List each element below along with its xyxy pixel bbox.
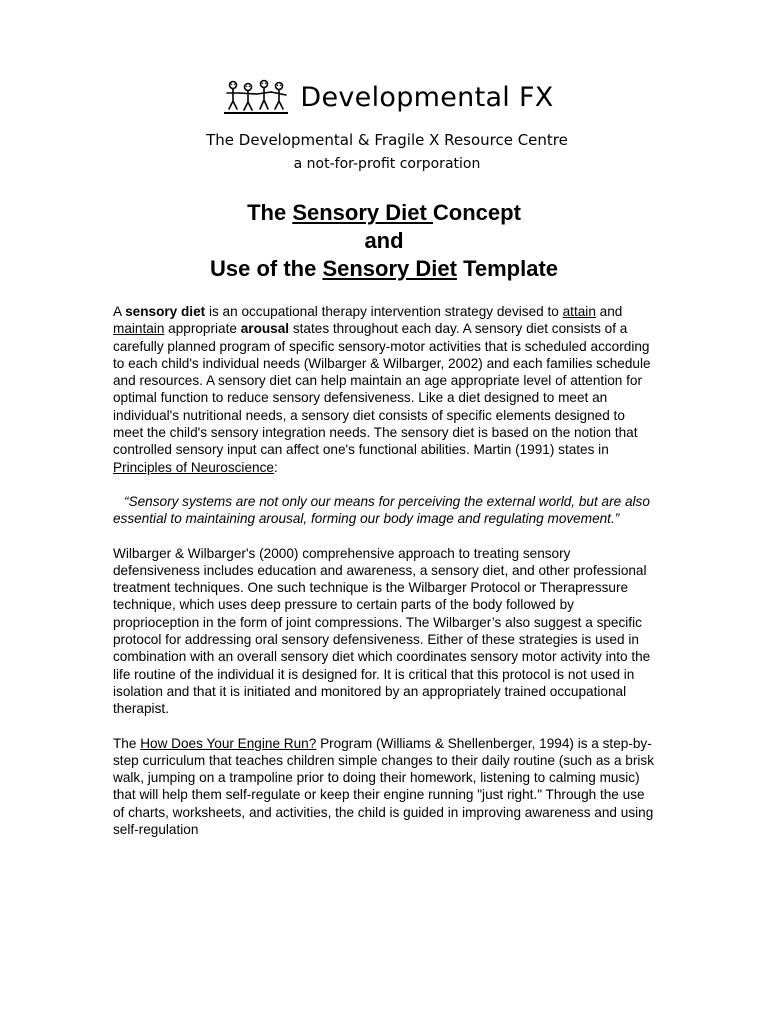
paragraph-wilbarger: Wilbarger & Wilbarger's (2000) comprehensive approach to treating sensory defensiveness includes education and awareness, a sensory diet, and other professional treatment techniques. One such technique is the Wilbarger Protocol or Therapressure technique, which uses deep pressure to certain parts of the body followed by proprioception in the form of joint compressions. The Wilbarger’s also suggest a specific protocol for addressing oral sensory defensiveness. Either of these strategies is used in combination with an overall sensory diet which coordinates sensory motor activity into the life routine of the individual it is designed for. It is critical that this protocol is not used in isolation and that it is initiated and monitored by an appropriately trained occupational therapist. [113, 545, 651, 717]
body-text [113, 303, 658, 855]
logo-underline [224, 112, 288, 114]
org-header [0, 76, 768, 173]
org-subtitle: The Developmental & Fragile X Resource Centre [206, 131, 568, 149]
logo-row [10, 76, 768, 116]
paragraph-intro: A sensory diet is an occupational therapy intervention strategy devised to attain and maintain appropriate arousal states throughout each day. A sensory diet consists of a carefully planned program of specific sensory-motor activities that is scheduled according to each child's individual needs (Wilbarger & Wilbarger, 2002) and each families schedule and resources. A sensory diet can help maintain an age appropriate level of attention for optimal function to reduce sensory defensiveness. Like a diet designed to meet an individual's nutritional needs, a sensory diet consists of specific elements designed to meet the child's sensory integration needs. The sensory diet is based on the notion that controlled sensory input can affect one's functional abilities. Martin (1991) states in Principles of Neuroscience: [113, 304, 651, 475]
paragraph-engine-program: The How Does Your Engine Run? Program (Williams & Shellenberger, 1994) is a step-by-step curriculum that teaches children simple changes to their daily routine (such as a brisk walk, jumping on a trampoline prior to doing their homework, listening to calming music) that will help them self-regulate or keep their engine running "just right." Through the use of charts, worksheets, and activities, the child is guided in improving awareness and using self-regulation [113, 735, 654, 838]
org-tagline: a not-for-profit corporation [293, 156, 481, 172]
underlined-term: attain [562, 304, 596, 319]
document-title [0, 199, 768, 283]
title-underlined-term: Sensory Diet [292, 200, 433, 225]
title-line-1: The Sensory Diet Concept [247, 200, 521, 225]
program-title: How Does Your Engine Run? [140, 735, 317, 751]
book-title: Principles of Neuroscience [113, 459, 274, 475]
bold-term: arousal [240, 321, 290, 337]
title-line-2: and [364, 228, 404, 253]
title-line-3: Use of the Sensory Diet Template [209, 256, 559, 281]
title-underlined-term: Sensory Diet [322, 256, 457, 281]
org-name: Developmental FX [300, 82, 554, 113]
bold-term: sensory diet [125, 304, 206, 319]
children-logo-icon [224, 76, 294, 116]
block-quote: “Sensory systems are not only our means for perceiving the external world, but are also essential to maintaining arousal, forming our body image and regulating movement.” [113, 493, 650, 527]
underlined-term: maintain [113, 321, 165, 337]
